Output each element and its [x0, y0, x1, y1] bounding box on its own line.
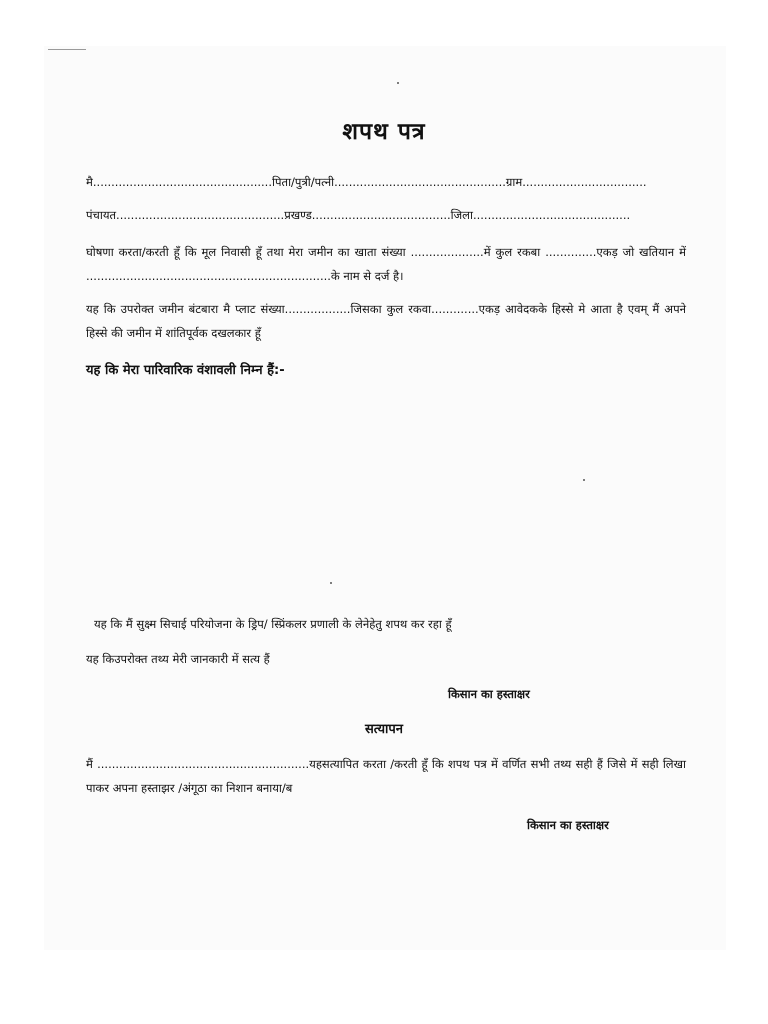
verification-title: सत्यापन: [364, 722, 404, 737]
name-father-village-line: मै.................................................पिता/पुत्री/पत्नी...............................................ग्राम..................................: [86, 175, 647, 189]
truth-statement-line: यह किउपरोक्त तथ्य मेरी जानकारी में सत्य हैं: [86, 652, 270, 666]
farmer-signature-label-verification: किसान का हस्ताक्षर: [527, 818, 609, 832]
declaration-paragraph: घोषणा करता/करती हूँ कि मूल निवासी हूँ तथा मेरा जमीन का खाता संख्या ....................में कुल रकबा ..............एकड़ जो खतियान में ...................................................................के नाम से दर्ज है।: [86, 245, 686, 283]
scan-speck: [583, 479, 585, 481]
scan-speck: [397, 82, 399, 84]
genealogy-heading: यह कि मेरा पारिवारिक वंशावली निम्न हैं:-: [86, 363, 285, 378]
farmer-signature-label: किसान का हस्ताक्षर: [448, 687, 530, 701]
scan-speck: [330, 582, 332, 584]
verification-paragraph: मैं ..........................................................यहसत्यापित करता /करती हूँ कि शपथ पत्र में वर्णित सभी तथ्य सही हैं जिसे में सही लिखा पाकर अपना हस्ताझर /अंगूठा का निशान बनाया/ब: [86, 757, 686, 795]
document-title: शपथ पत्र: [342, 119, 426, 145]
drip-irrigation-oath-line: यह कि मैं सुक्ष्म सिचाई परियोजना के ड्रिप/ स्प्रिंकलर प्रणाली के लेनेहेतु शपथ कर रहा हूँ: [94, 617, 452, 631]
scan-edge-mark: [48, 49, 86, 50]
panchayat-block-district-line: पंचायत..............................................प्रखण्ड......................................जिला...........................................: [86, 208, 631, 222]
land-partition-paragraph: यह कि उपरोक्त जमीन बंटबारा मै प्लाट संख्या..................जिसका कुल रकवा.............एकड़ आवेदकके हिस्से मे आता है एवम् मैं अपने हिस्से की जमीन में शांतिपूर्वक दखलकार हूँ: [86, 302, 686, 340]
